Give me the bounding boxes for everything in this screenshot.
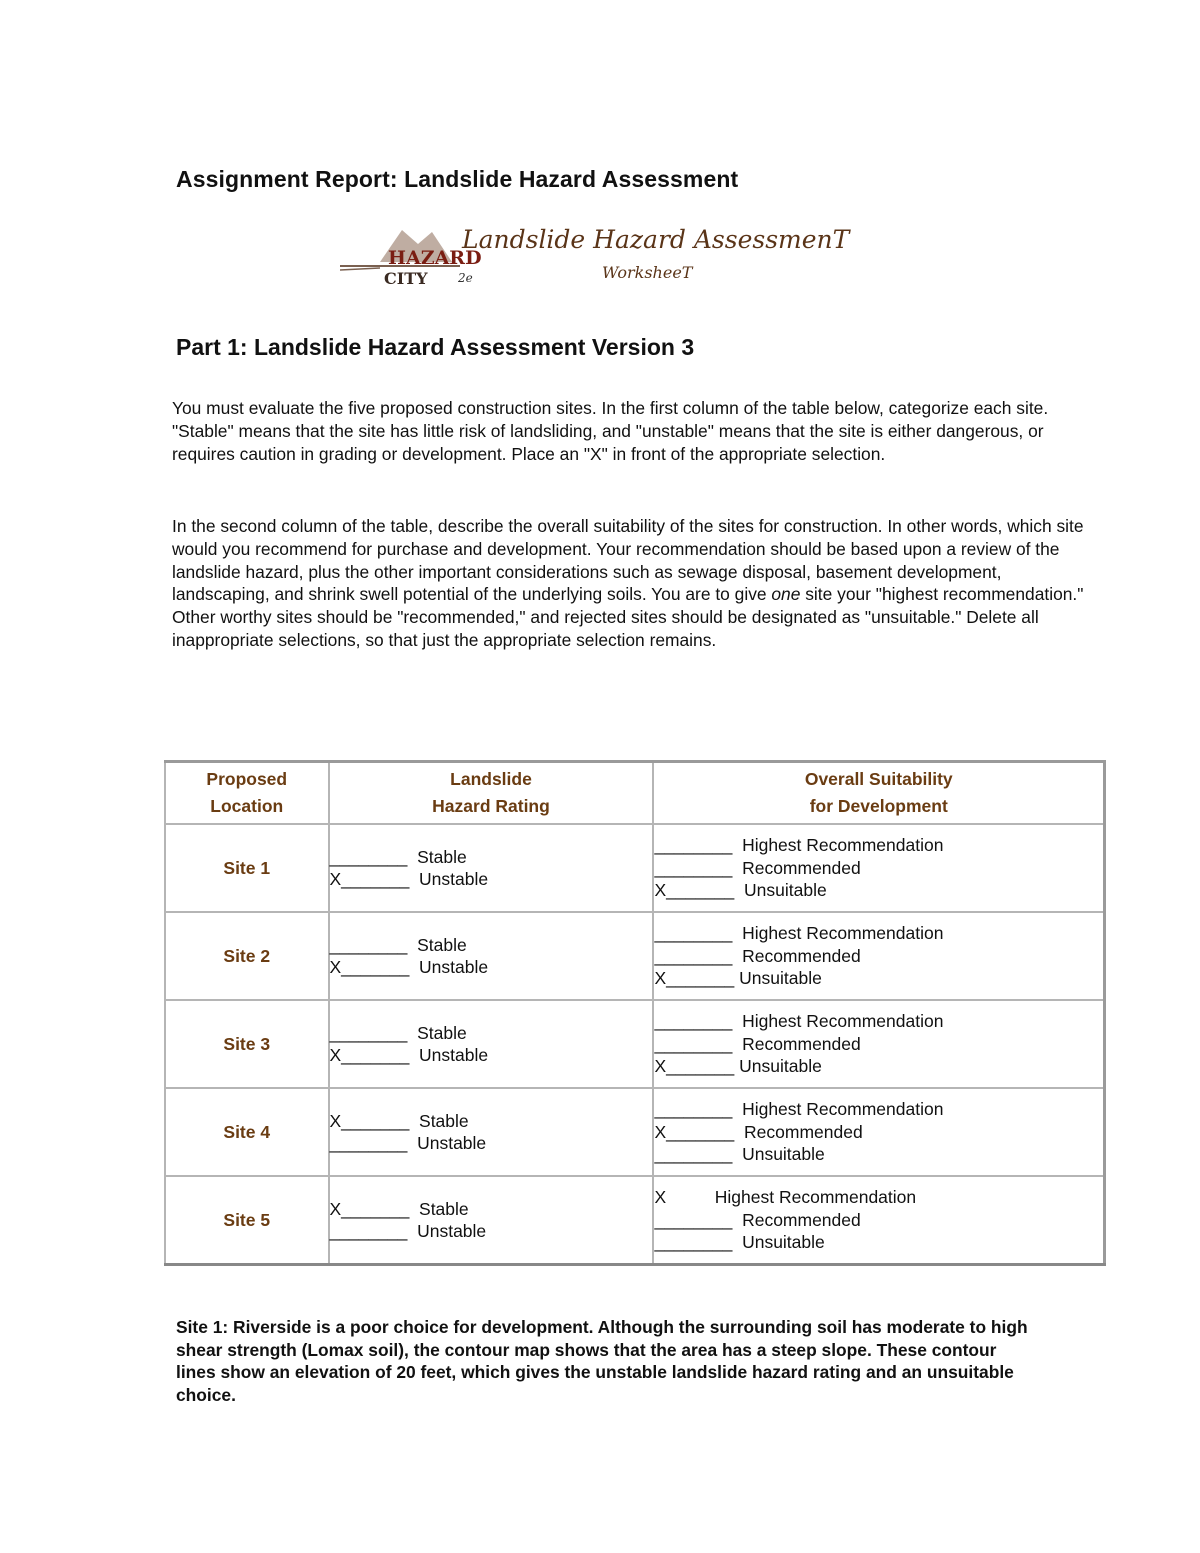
hazard-option-unstable[interactable]: ________ Unstable	[329, 1133, 487, 1153]
site-label: Site 5	[165, 1176, 329, 1265]
suitability-cell[interactable]	[653, 1176, 1104, 1265]
header-col2-line2: Hazard Rating	[432, 796, 550, 816]
logo-script-title: Landslide Hazard AssessmenT	[462, 225, 850, 254]
suitability-cell[interactable]	[653, 1000, 1104, 1088]
suitability-option-recommended[interactable]: ________ Recommended	[654, 1209, 861, 1230]
header-col3-line1: Overall Suitability	[804, 769, 953, 789]
hazard-rating-cell[interactable]	[329, 1000, 654, 1088]
paragraph-2-part-b: site your "highest recommendation." Other worthy sites should be "recommended," and rejected sites should be designated as "unsuitable." Delete all inappropriate selections, so that just the appropriate selection remains.	[172, 584, 1084, 650]
hazard-rating-cell[interactable]	[329, 1176, 654, 1265]
suitability-cell[interactable]	[653, 824, 1104, 912]
hazard-option-unstable[interactable]: X_______ Unstable	[329, 1045, 489, 1065]
table-header-row	[165, 762, 1105, 825]
table-row	[165, 912, 1105, 1000]
table-row	[165, 1000, 1105, 1088]
paragraph-2-text	[172, 515, 1102, 652]
hazard-option-stable[interactable]: ________ Stable	[329, 934, 467, 955]
site-label: Site 4	[165, 1088, 329, 1176]
suitability-cell[interactable]	[653, 912, 1104, 1000]
suitability-option-unsuitable[interactable]: X_______ Unsuitable	[654, 1056, 822, 1077]
suitability-option-highest[interactable]: ________ Highest Recommendation	[654, 1099, 944, 1120]
suitability-option-unsuitable[interactable]: X_______ Unsuitable	[654, 880, 827, 901]
hazard-city-logo	[340, 222, 870, 292]
header-col1-line2: Location	[210, 796, 284, 816]
header-col2-line1: Landslide	[450, 769, 532, 789]
suitability-option-unsuitable[interactable]: X_______ Unsuitable	[654, 968, 822, 989]
suitability-option-recommended[interactable]: ________ Recommended	[654, 1033, 861, 1054]
hazard-option-unstable[interactable]: ________ Unstable	[329, 1221, 487, 1241]
header-hazard-rating	[329, 762, 654, 825]
hazard-option-unstable[interactable]: X_______ Unstable	[329, 957, 489, 977]
part-1-title: Part 1: Landslide Hazard Assessment Version 3	[176, 334, 695, 360]
hazard-assessment-table	[164, 760, 1106, 1266]
logo-edition-text: 2e	[458, 271, 473, 285]
suitability-option-unsuitable[interactable]: ________ Unsuitable	[654, 1232, 825, 1253]
suitability-option-recommended[interactable]: ________ Recommended	[654, 857, 861, 878]
header-col3-line2: for Development	[809, 796, 948, 816]
suitability-option-highest[interactable]: ________ Highest Recommendation	[654, 1011, 944, 1032]
document-title: Assignment Report: Landslide Hazard Assessment	[176, 166, 739, 192]
site-label: Site 1	[165, 824, 329, 912]
logo-script-subtitle: WorksheeT	[602, 263, 693, 282]
suitability-cell[interactable]	[653, 1088, 1104, 1176]
suitability-option-recommended[interactable]: X_______ Recommended	[654, 1121, 863, 1142]
suitability-option-highest[interactable]: X Highest Recommendation	[654, 1187, 917, 1208]
table-row	[165, 1088, 1105, 1176]
hazard-option-stable[interactable]: ________ Stable	[329, 1022, 467, 1043]
instructions-paragraph-2	[172, 515, 1102, 652]
table-row	[165, 824, 1105, 912]
site-label: Site 3	[165, 1000, 329, 1088]
hazard-rating-cell[interactable]	[329, 1088, 654, 1176]
header-proposed-location	[165, 762, 329, 825]
header-col1-line1: Proposed	[206, 769, 288, 789]
suitability-option-recommended[interactable]: ________ Recommended	[654, 945, 861, 966]
logo-city-text: CITY	[384, 269, 428, 288]
suitability-option-unsuitable[interactable]: ________ Unsuitable	[654, 1144, 825, 1165]
hazard-option-stable[interactable]: X_______ Stable	[329, 1198, 469, 1219]
hazard-rating-cell[interactable]	[329, 912, 654, 1000]
logo-hazard-text: HAZARD	[388, 247, 482, 269]
paragraph-2-part-a: In the second column of the table, describe the overall suitability of the sites for construction. In other words, which site would you recommend for purchase and development. Your recommendation should be based upon a review of the landslide hazard, plus the other important considerations such as sewage disposal, basement development, landscaping, and shrink swell potential of the underlying soils. You are to give	[172, 516, 1084, 605]
paragraph-1-text: You must evaluate the five proposed construction sites. In the first column of the table below, categorize each site. "Stable" means that the site has little risk of landsliding, and "unstable" means that the site is either dangerous, or requires caution in grading or development. Place an "X" in front of the appropriate selection.	[172, 398, 1049, 464]
table-row	[165, 1176, 1105, 1265]
hazard-option-stable[interactable]: X_______ Stable	[329, 1110, 469, 1131]
site-label: Site 2	[165, 912, 329, 1000]
hazard-rating-cell[interactable]	[329, 824, 654, 912]
hazard-option-unstable[interactable]: X_______ Unstable	[329, 869, 489, 889]
suitability-option-highest[interactable]: ________ Highest Recommendation	[654, 835, 944, 856]
hazard-option-stable[interactable]: ________ Stable	[329, 846, 467, 867]
instructions-paragraph-1	[172, 397, 1102, 465]
header-overall-suitability	[653, 762, 1104, 825]
paragraph-2-emphasis: one	[771, 584, 801, 605]
site-1-analysis: Site 1: Riverside is a poor choice for development. Although the surrounding soil has moderate to high shear strength (Lomax soil), the contour map shows that the area has a steep slope. These contour lines show an elevation of 20 feet, which gives the unstable landslide hazard rating and an unsuitable choice.	[176, 1317, 1028, 1405]
suitability-option-highest[interactable]: ________ Highest Recommendation	[654, 923, 944, 944]
